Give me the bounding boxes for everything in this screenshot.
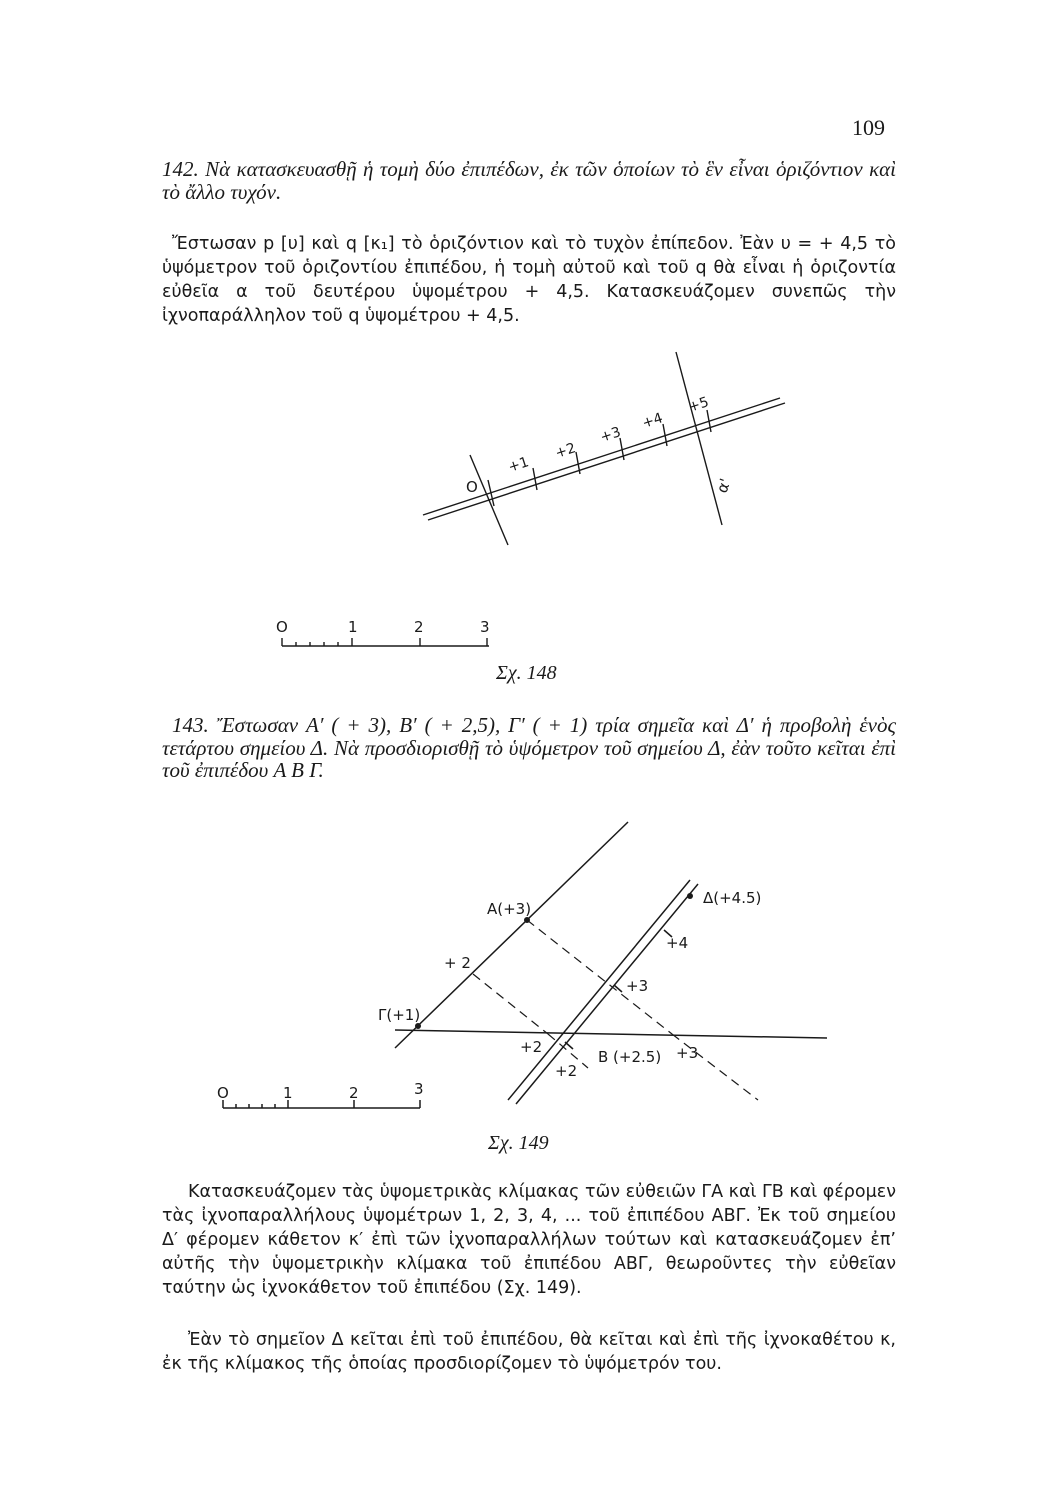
problem-142-number: 142. (162, 157, 199, 181)
fig148-label-p4: +4 (640, 410, 665, 432)
problem-142-solution: Ἔστωσαν p [υ] καὶ q [κ₁] τὸ ὁριζόντιον καὶ τὸ τυχὸν ἐπίπεδον. Ἐὰν υ = + 4,5 τὸ ὑψόμετρον τοῦ ὁριζοντίου ἐπιπέδου, ἡ τομὴ αὐτοῦ καὶ τοῦ q θὰ εἶναι ἡ ὁριζοντία εὐθεῖα α τοῦ δευτέρου ὑψομέτρου + 4,5. Κατασκευάζομεν συνεπῶς τὴν ἰχνοπαράλληλον τοῦ q ὑψομέτρου + 4,5. (162, 234, 896, 326)
fig149-scale-1: 1 (283, 1084, 293, 1102)
fig149-line-ga (395, 822, 628, 1048)
fig149-scale-0: O (217, 1084, 229, 1102)
fig149-tick-k2: +2 (555, 1062, 578, 1080)
fig149-tick-ga2: + 2 (444, 954, 471, 972)
fig149-label-a: A(+3) (487, 900, 532, 918)
fig149-point-d (687, 893, 693, 899)
fig149-dashed-2 (473, 974, 548, 1034)
fig149-tick-gb3: +3 (676, 1044, 699, 1062)
fig148-scale-2: 2 (414, 618, 424, 636)
fig149-tick-k4: +4 (666, 934, 689, 952)
fig149-scale-2: 2 (349, 1084, 359, 1102)
fig148-label-alpha: α' (712, 476, 735, 496)
fig148-scale-3: 3 (480, 618, 490, 636)
fig148-label-p3: +3 (598, 424, 623, 446)
fig149-label-g: Γ(+1) (378, 1006, 421, 1024)
fig148-label-p2: +2 (553, 440, 578, 462)
page-number: 109 (852, 115, 885, 140)
fig149-kappa-line2 (516, 884, 698, 1104)
problem-142-text: Νὰ κατασκευασθῇ ἡ τομὴ δύο ἐπιπέδων, ἐκ τῶν ὁποίων τὸ ἓν εἶναι ὁριζόντιον καὶ τὸ ἄλλο τυχόν. (162, 157, 897, 204)
fig149-label-b: B (+2.5) (598, 1048, 662, 1066)
fig148-caption: Σχ. 148 (496, 662, 557, 684)
fig149-scale-3: 3 (414, 1080, 424, 1098)
closing-paragraph-1: Κατασκευάζομεν τὰς ὑψομετρικὰς κλίμακας τῶν εὐθειῶν ΓΑ καὶ ΓΒ καὶ φέρομεν τὰς ἰχνοπαραλλήλους ὑψομέτρων 1, 2, 3, 4, ... τοῦ ἐπιπέδου ΑΒΓ. Ἐκ τοῦ σημείου Δ′ φέρομεν κάθετον κ′ ἐπὶ τῶν ἰχνοπαραλλήλων τούτων καὶ κατασκευάζομεν ἐπ’ αὐτῆς τὴν ὑψομετρικὴν κλίμακα τοῦ ἐπιπέδου ΑΒΓ, θεωροῦντες τὴν εὐθεῖαν ταύτην ὡς ἰχνοκάθετον τοῦ ἐπιπέδου (Σχ. 149). (162, 1182, 896, 1298)
fig148-scale-0: O (276, 618, 288, 636)
fig148-label-o: O (466, 478, 478, 496)
fig148-scale-1: 1 (348, 618, 358, 636)
fig149-tick-k3: +3 (626, 977, 649, 995)
fig148-label-p5: +5 (686, 394, 711, 416)
fig149-tick-gb2: +2 (520, 1038, 543, 1056)
problem-143-text: Ἔστωσαν A′ ( + 3), B′ ( + 2,5), Γ′ ( + 1) τρία σημεῖα καὶ Δ′ ἡ προβολὴ ἑνὸς τετάρτου σημείου Δ. Νὰ προσδιορισθῇ τὸ ὑψόμετρον τοῦ σημείου Δ, ἐὰν τοῦτο κεῖται ἐπὶ τοῦ ἐπιπέδου A B Γ. (162, 713, 896, 782)
fig149-dashed-3 (527, 920, 672, 1034)
closing-paragraph-2: Ἐὰν τὸ σημεῖον Δ κεῖται ἐπὶ τοῦ ἐπιπέδου, θὰ κεῖται καὶ ἐπὶ τῆς ἰχνοκαθέτου κ, ἐκ τῆς κλίμακος τῆς ὁποίας προσδιορίζομεν τὸ ὑψόμετρόν του. (162, 1330, 896, 1374)
fig149-kappa-line1 (508, 880, 690, 1100)
problem-143-number: 143. (172, 713, 209, 737)
fig149-caption: Σχ. 149 (488, 1132, 549, 1154)
fig149-label-d: Δ(+4.5) (703, 889, 762, 907)
fig148-label-p1: +1 (506, 454, 531, 476)
fig149-line-gb (395, 1030, 827, 1038)
